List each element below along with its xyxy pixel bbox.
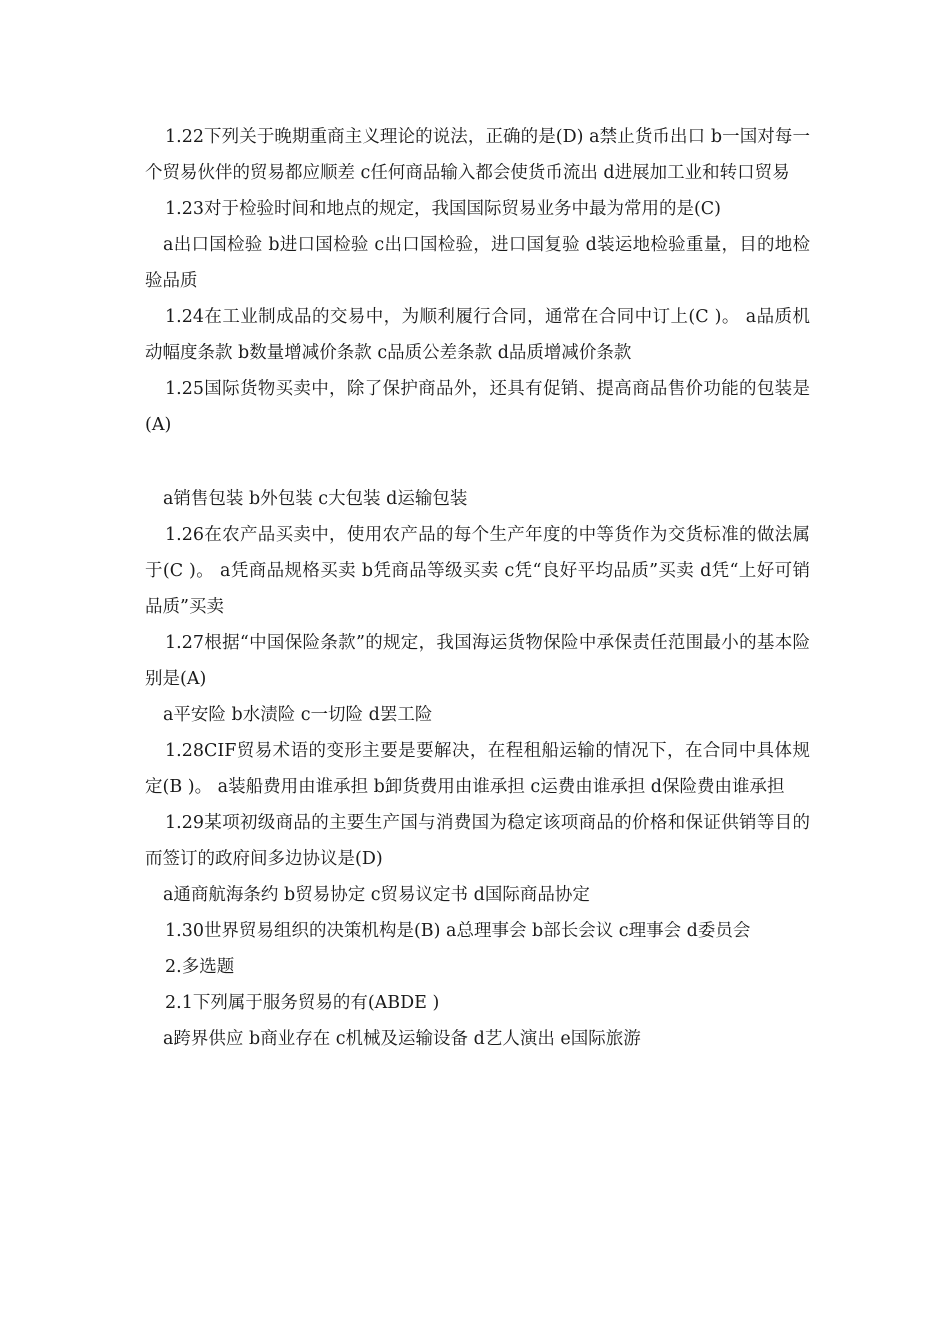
question-1-22: 1.22下列关于晚期重商主义理论的说法，正确的是(D) a禁止货币出口 b一国对每一个贸易伙伴的贸易都应顺差 c任何商品输入都会使货币流出 d进展加工业和转口贸易 [145,127,810,183]
question-1-27: 1.27根据“中国保险条款”的规定，我国海运货物保险中承保责任范围最小的基本险别是(A) [145,633,810,689]
question-1-23-options: a出口国检验 b进口国检验 c出口国检验，进口国复验 d装运地检验重量，目的地检验品质 [145,235,810,291]
question-1-29-options: a通商航海条约 b贸易协定 c贸易议定书 d国际商品协定 [163,885,590,905]
question-2-1: 2.1下列属于服务贸易的有(ABDE ) [165,993,440,1013]
document-body [145,119,810,1057]
question-1-28: 1.28CIF贸易术语的变形主要是要解决，在程租船运输的情况下，在合同中具体规定(B )。 a装船费用由谁承担 b卸货费用由谁承担 c运费由谁承担 d保险费由谁承担 [145,741,810,797]
question-1-29: 1.29某项初级商品的主要生产国与消费国为稳定该项商品的价格和保证供销等目的而签订的政府间多边协议是(D) [145,813,810,869]
question-1-25: 1.25国际货物买卖中，除了保护商品外，还具有促销、提高商品售价功能的包装是(A) [145,379,810,435]
question-1-27-options: a平安险 b水渍险 c一切险 d罢工险 [163,705,433,725]
question-1-30: 1.30世界贸易组织的决策机构是(B) a总理事会 b部长会议 c理事会 d委员会 [165,921,751,941]
question-1-25-options: a销售包装 b外包装 c大包装 d运输包装 [163,489,468,509]
section-heading-multiple-choice: 2.多选题 [165,957,235,977]
question-1-26: 1.26在农产品买卖中，使用农产品的每个生产年度的中等货作为交货标准的做法属于(C )。 a凭商品规格买卖 b凭商品等级买卖 c凭“良好平均品质”买卖 d凭“上好可销品质”买卖 [145,525,810,617]
question-1-23: 1.23对于检验时间和地点的规定，我国国际贸易业务中最为常用的是(C) [165,199,722,219]
question-2-1-options: a跨界供应 b商业存在 c机械及运输设备 d艺人演出 e国际旅游 [163,1029,641,1049]
blank-line [145,443,810,481]
question-1-24: 1.24在工业制成品的交易中，为顺利履行合同，通常在合同中订上(C )。 a品质机动幅度条款 b数量增减价条款 c品质公差条款 d品质增减价条款 [145,307,810,363]
